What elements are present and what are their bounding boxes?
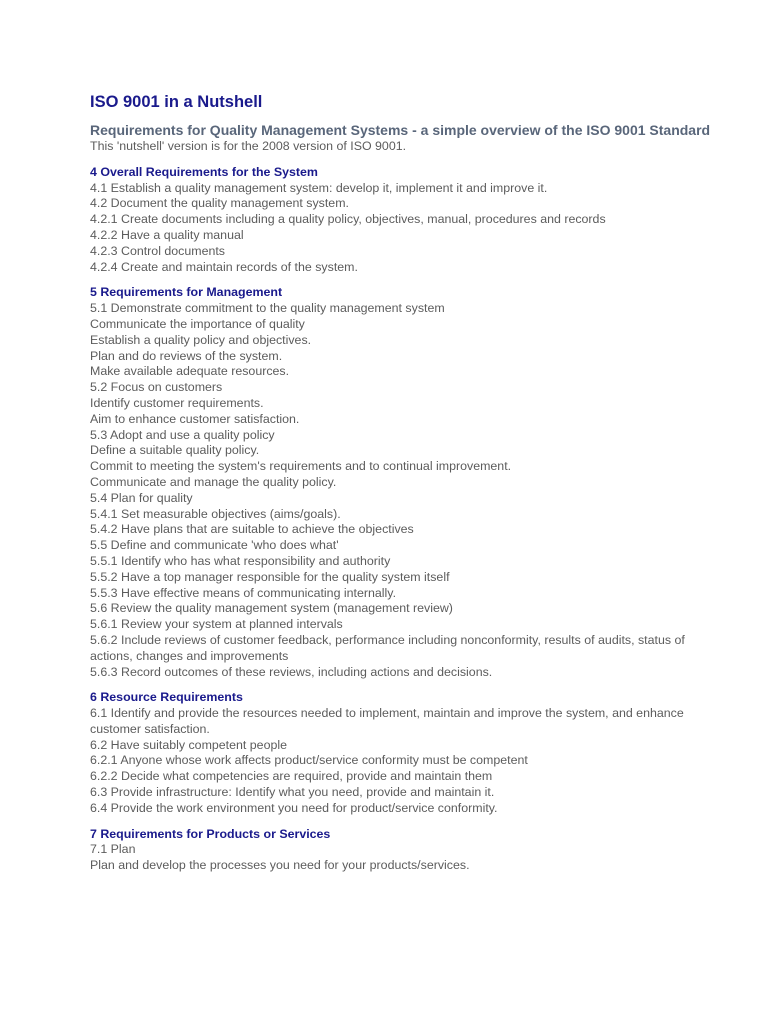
requirement-line: 5.4 Plan for quality [90,490,193,505]
requirement-line: 7.1 Plan [90,842,136,857]
requirement-line: 6.1 Identify and provide the resources needed to implement, maintain and improve the system, and enhance customer satisfaction. [90,706,688,736]
requirement-line: Plan and develop the processes you need for your products/services. [90,858,470,873]
section-heading: 6 Resource Requirements [90,690,243,705]
requirement-line: 5.4.1 Set measurable objectives (aims/goals). [90,506,341,521]
section-management-requirements [90,285,730,680]
requirement-line: 5.6.1 Review your system at planned intervals [90,617,343,632]
requirement-line: 4.2.4 Create and maintain records of the system. [90,259,358,274]
requirement-line: 5.5.3 Have effective means of communicating internally. [90,585,397,600]
requirement-line: Aim to enhance customer satisfaction. [90,411,300,426]
requirement-line: 6.2.1 Anyone whose work affects product/service conformity must be competent [90,753,528,768]
requirement-line: 6.4 Provide the work environment you need for product/service conformity. [90,800,498,815]
requirement-line: 5.6.3 Record outcomes of these reviews, including actions and decisions. [90,664,493,679]
requirement-line: 5.6.2 Include reviews of customer feedback, performance including nonconformity, results of audits, status of actions, changes and improvements [90,632,689,663]
requirement-line: 5.3 Adopt and use a quality policy [90,427,275,442]
requirement-line: Identify customer requirements. [90,395,264,410]
section-product-requirements [90,827,730,874]
requirement-line: 5.4.2 Have plans that are suitable to achieve the objectives [90,522,414,537]
document-page [90,91,730,874]
requirement-line: 4.2 Document the quality management system. [90,196,349,211]
requirement-line: 5.6 Review the quality management system (management review) [90,601,453,616]
section-heading: 7 Requirements for Products or Services [90,826,331,841]
intro-text: This 'nutshell' version is for the 2008 version of ISO 9001. [90,139,407,153]
requirement-line: 4.1 Establish a quality management system: develop it, implement it and improve it. [90,180,548,195]
requirement-line: Communicate the importance of quality [90,316,305,331]
requirement-line: 6.2.2 Decide what competencies are required, provide and maintain them [90,769,493,784]
requirement-line: 5.2 Focus on customers [90,380,223,395]
requirement-line: 5.5.1 Identify who has what responsibility and authority [90,553,391,568]
document-subtitle: Requirements for Quality Management Systems - a simple overview of the ISO 9001 Standard [90,122,711,138]
document-title: ISO 9001 in a Nutshell [90,93,263,111]
requirement-line: Make available adequate resources. [90,364,290,379]
requirement-line: 6.3 Provide infrastructure: Identify what you need, provide and maintain it. [90,785,495,800]
requirement-line: Establish a quality policy and objectives. [90,332,312,347]
requirement-line: Communicate and manage the quality policy. [90,474,337,489]
requirement-line: 4.2.1 Create documents including a quality policy, objectives, manual, procedures and records [90,212,606,227]
requirement-line: Commit to meeting the system's requirements and to continual improvement. [90,459,512,474]
section-heading: 5 Requirements for Management [90,285,283,300]
section-heading: 4 Overall Requirements for the System [90,164,318,179]
requirement-line: 4.2.2 Have a quality manual [90,227,244,242]
requirement-line: 5.1 Demonstrate commitment to the quality management system [90,301,445,316]
section-resource-requirements [90,690,730,816]
requirement-line: 6.2 Have suitably competent people [90,737,287,752]
requirement-line: 5.5.2 Have a top manager responsible for the quality system itself [90,569,450,584]
requirement-line: 5.5 Define and communicate 'who does what' [90,538,339,553]
section-overall-requirements [90,165,730,276]
requirement-line: Define a suitable quality policy. [90,443,260,458]
requirement-line: 4.2.3 Control documents [90,243,225,258]
requirement-line: Plan and do reviews of the system. [90,348,283,363]
